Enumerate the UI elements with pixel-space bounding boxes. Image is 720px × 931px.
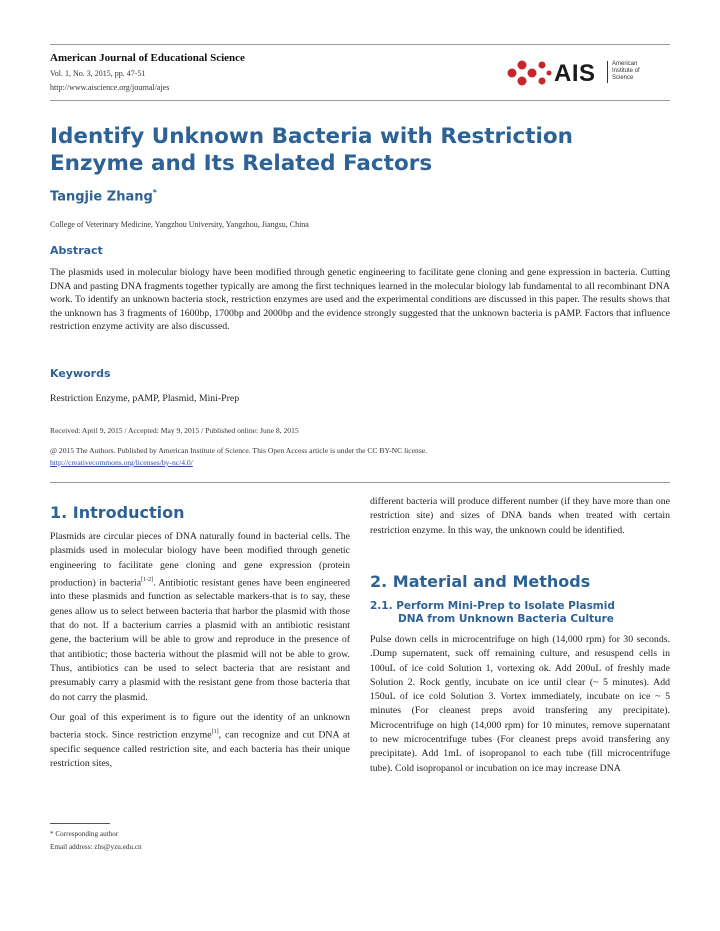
journal-volume: Vol. 1, No. 3, 2015, pp. 47-51 [50,69,146,78]
license-block [50,445,670,469]
header-top-rule [50,44,670,45]
license-link[interactable]: http://creativecommons.org/licenses/by-nc/4.0/ [50,458,193,467]
keywords-text: Restriction Enzyme, pAMP, Plasmid, Mini-Prep [50,393,240,404]
subsection-heading-miniprep: 2.1. Perform Mini-Prep to Isolate Plasmid DNA from Unknown Bacteria Culture [370,600,615,625]
license-text: @ 2015 The Authors. Published by American Institute of Science. This Open Access article is under the CC BY-NC license. [50,446,428,455]
header-bottom-rule [50,100,670,101]
abstract-heading: Abstract [50,244,103,257]
right-column-continuation [370,495,670,544]
logo-dots-icon [504,58,552,88]
journal-url[interactable]: http://www.aiscience.org/journal/ajes [50,83,170,92]
section-heading-introduction: 1. Introduction [50,503,185,522]
corresponding-author-note: * Corresponding author [50,830,119,838]
author-name: Tangjie Zhang* [50,188,157,205]
methods-paragraph: Pulse down cells in microcentrifuge on high (14,000 rpm) for 30 seconds. .Dump supernatent, suck off remaining culture, and resuspend cells in 100uL of ice cold Solution 1, vortexing ok. Add 200uL of freshly made Solution 2. Rock gently, incubate on ice until clear (~ 5 minutes). Add 150uL of ice cold Solution 3. Vortex immediately, incubate on ice ~ 5 minutes (For cleanest preps avoid transfering any precipitate). Microcentrifuge on high (14,000 rpm) for 10 minutes, remove supernatant to new microcentrifuge tubes (For cleanest preps avoid transfering any precipitate). Add 1mL of isopropanol to each tube (fill microcentrifuge tube). Cold isopropanol or incubation on ice may increase DNA [370,634,670,774]
left-column-text [50,530,350,777]
intro-paragraph-1: Plasmids are circular pieces of DNA naturally found in bacterial cells. The plasmids used in molecular biology have been modified through genetic engineering to facilitate gene cloning and gene expression (protein production) in bacteria[1-2]. Antibiotic resistant genes have been engineered into these plasmids and function as selectable markers-that is to say, these genes allow us to select between bacteria that harbor the plasmid with those that do not. If a bacterium carries a plasmid with an antibiotic resistant gene, the bacterium will be able to grow and reproduce in the presence of that antibiotic; those bacteria without the plasmid will not be able to grow. Thus, antibiotics can be used to select bacteria that are resistant and presumably carry a plasmid with the resistant gene from those bacteria that do not carry the plasmid. [50,531,350,703]
author-affiliation: College of Veterinary Medicine, Yangzhou University, Yangzhou, Jiangsu, China [50,220,309,229]
footnote-rule [50,823,110,824]
article-title: Identify Unknown Bacteria with Restriction Enzyme and Its Related Factors [50,124,573,176]
intro-paragraph-2: Our goal of this experiment is to figure out the identity of an unknown bacteria stock. Since restriction enzyme[1], can recognize and cut DNA at specific sequence called restriction site, and each bacteria has their unique restriction sites, [50,711,350,769]
keywords-heading: Keywords [50,367,111,380]
journal-name: American Journal of Educational Science [50,52,245,64]
abstract-text: The plasmids used in molecular biology have been modified through genetic engineering to facilitate gene cloning and gene expression in bacteria. Cutting DNA and pasting DNA fragments together typically are among the first techniques learned in the molecular biology lab fundamental to all recombinant DNA work. To identify an unknown bacteria stock, restriction enzymes are used and the experimental conditions are discussed in this paper. The results shows that the unknown has 3 fragments of 1600bp, 1700bp and 2000bp and the evidence strongly suggested that the unknown bacteria is pAMP. Factors that influence restriction enzyme activity are also discussed. [50,267,670,333]
logo-divider [607,61,608,83]
section-heading-methods: 2. Material and Methods [370,572,591,591]
body-top-rule [50,482,670,483]
author-email: Email address: zhs@yzu.edu.cn [50,843,142,851]
publication-dates: Received: April 9, 2015 / Accepted: May 9, 2015 / Published online: June 8, 2015 [50,426,299,435]
intro-paragraph-3: different bacteria will produce different number (if they have more than one restriction site) and sizes of DNA bands when treated with certain restriction enzyme. In this way, the unknown could be identified. [370,496,670,536]
logo-subtext: American Institute of Science [612,61,640,81]
ais-logo [504,58,664,88]
logo-text: AIS [554,60,596,87]
